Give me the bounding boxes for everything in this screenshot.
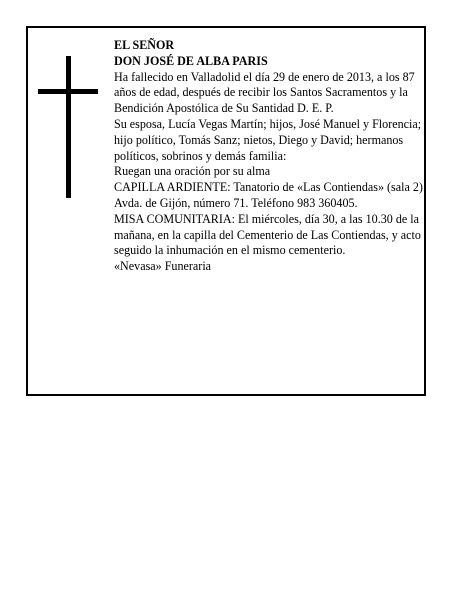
- mass-info: MISA COMUNITARIA: El miércoles, día 30, a las 10.30 de la mañana, en la capilla del Cementerio de Las Contiendas, y acto seguido la inhumación en el mismo cementerio.: [114, 211, 421, 258]
- notice-title-line-1: EL SEÑOR: [114, 38, 175, 52]
- cross-horizontal-bar: [38, 89, 98, 94]
- chapel-info: CAPILLA ARDIENTE: Tanatorio de «Las Contiendas» (sala 2). Avda. de Gijón, número 71. Teléfono 983 360405.: [114, 180, 426, 210]
- funeral-home: «Nevasa» Funeraria: [114, 259, 212, 274]
- obituary-notice: [26, 26, 426, 396]
- family-list: Su esposa, Lucía Vegas Martín; hijos, José Manuel y Florencia; hijo político, Tomás Sanz; nietos, Diego y David; hermanos políticos, sobrinos y demás familia:: [114, 116, 422, 163]
- deceased-name: DON JOSÉ DE ALBA PARIS: [114, 53, 268, 68]
- notice-text: [114, 38, 426, 275]
- cross-vertical-bar: [66, 56, 71, 198]
- latin-cross-icon: [38, 56, 98, 198]
- death-announcement: Ha fallecido en Valladolid el día 29 de enero de 2013, a los 87 años de edad, después de recibir los Santos Sacramentos y la Bendición Apostólica de Su Santidad D. E. P.: [114, 69, 415, 116]
- prayer-request: Ruegan una oración por su alma: [114, 164, 271, 179]
